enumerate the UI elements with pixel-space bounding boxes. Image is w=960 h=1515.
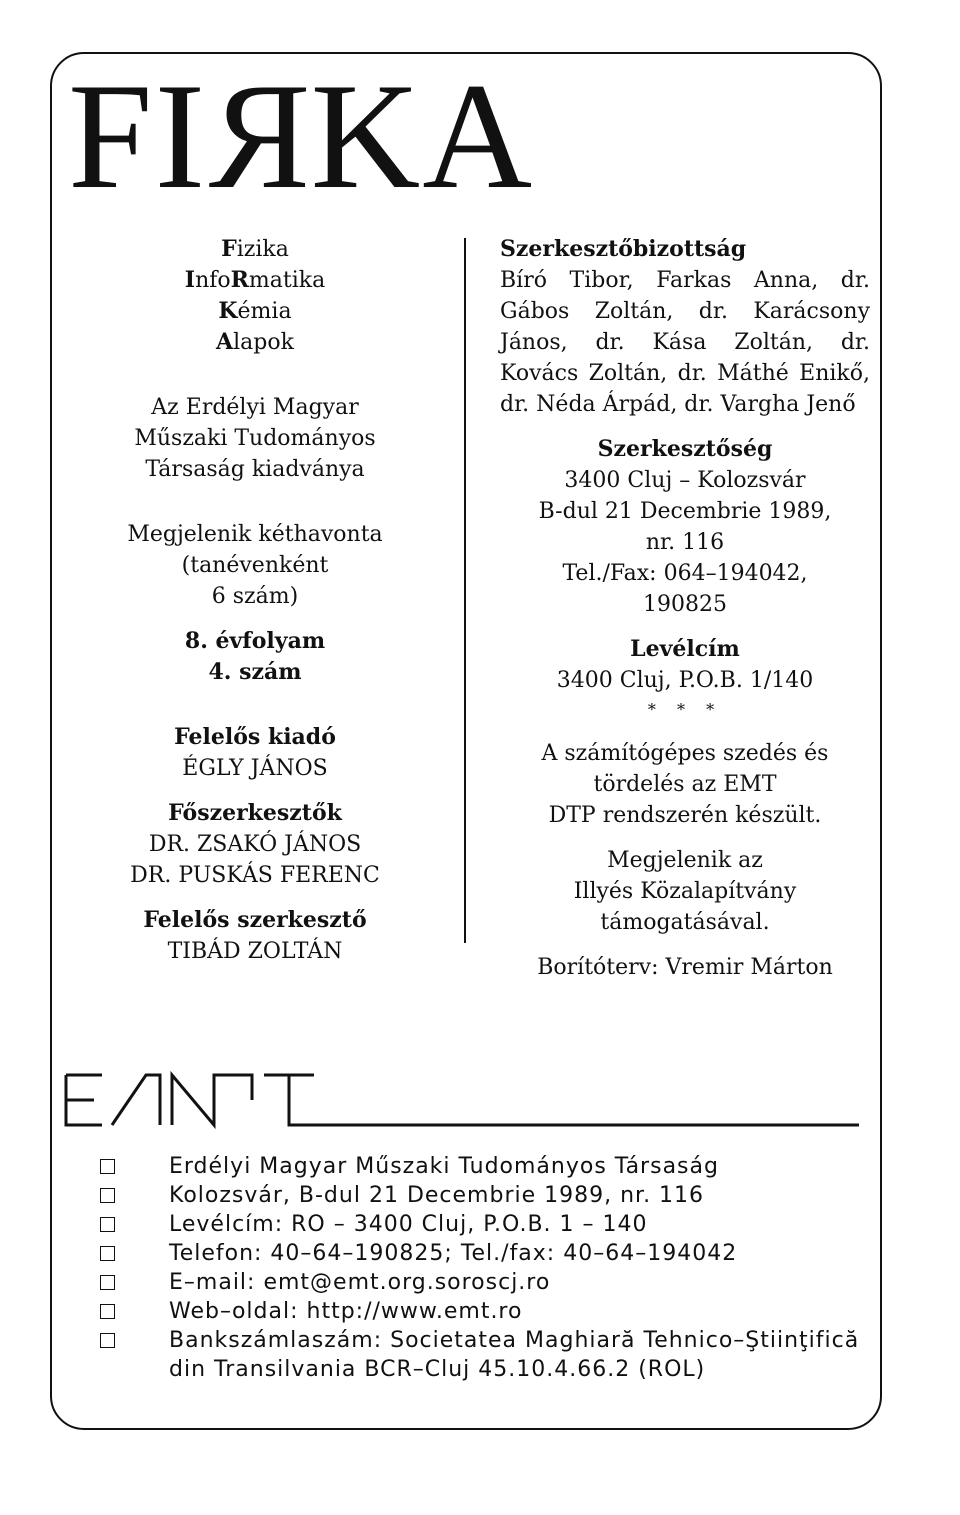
support-line: Illyés Közalapítvány (573, 879, 797, 904)
support-line: Megjelenik az (607, 848, 763, 873)
chief-editor: DR. ZSAKÓ JÁNOS (148, 832, 362, 857)
acronym-line: Fizika (221, 236, 289, 262)
emt-logo-t (264, 1075, 859, 1125)
emt-logo-e (66, 1075, 102, 1125)
frequency-line: 6 szám) (211, 584, 299, 609)
contact-item: E–mail: emt@emt.org.soroscj.ro (100, 1268, 860, 1297)
checkbox-bullet-icon (100, 1159, 115, 1174)
editor-name: TIBÁD ZOLTÁN (167, 939, 343, 964)
contact-item: Erdélyi Magyar Műszaki Tudományos Társaság (100, 1152, 860, 1181)
mail-address: 3400 Cluj, P.O.B. 1/140 (556, 668, 814, 693)
emt-logo (64, 1063, 864, 1135)
masthead-part1: FI (68, 52, 208, 220)
checkbox-bullet-icon (100, 1333, 115, 1348)
publisher-label: Felelős kiadó (174, 724, 336, 750)
checkbox-bullet-icon (100, 1217, 115, 1232)
checkbox-bullet-icon (100, 1188, 115, 1203)
acronym-line: Kémia (218, 298, 292, 324)
dtp-line: DTP rendszerén készült. (548, 803, 822, 828)
office-line: nr. 116 (645, 530, 725, 555)
office-line: 3400 Cluj – Kolozsvár (564, 468, 806, 493)
chief-editor: DR. PUSKÁS FERENC (130, 863, 380, 888)
office-line: 190825 (643, 592, 727, 617)
contact-item: Levélcím: RO – 3400 Cluj, P.O.B. 1 – 140 (100, 1210, 860, 1239)
contact-list (100, 1152, 860, 1384)
contact-item: Kolozsvár, B-dul 21 Decembrie 1989, nr. 116 (100, 1181, 860, 1210)
acronym-line: InfoRmatika (184, 267, 326, 293)
dtp-line: A számítógépes szedés és (541, 741, 829, 766)
mail-label: Levélcím (630, 636, 740, 662)
issue: 4. szám (208, 659, 302, 685)
checkbox-bullet-icon (100, 1275, 115, 1290)
editor-label: Felelős szerkesztő (143, 907, 367, 933)
publisher-line: Társaság kiadványa (145, 457, 365, 482)
chief-editors-label: Főszerkesztők (168, 800, 342, 826)
publisher-name: ÉGLY JÁNOS (182, 756, 328, 781)
publisher-line: Műszaki Tudományos (134, 426, 376, 451)
masthead-logo (68, 52, 535, 220)
checkbox-bullet-icon (100, 1246, 115, 1261)
frequency-line: Megjelenik kéthavonta (127, 522, 383, 547)
masthead-part2: KA (310, 52, 535, 220)
right-column (500, 234, 870, 983)
contact-item: Web–oldal: http://www.emt.ro (100, 1297, 860, 1326)
column-divider (464, 238, 466, 943)
contact-item: Bankszámlaszám: Societatea Maghiară Tehnico–Ştiinţifică din Transilvania BCR–Cluj 45.10.4.66.2 (ROL) (100, 1326, 860, 1384)
emt-logo-slash (112, 1075, 160, 1125)
frequency-line: (tanévenként (181, 553, 329, 578)
volume: 8. évfolyam (184, 628, 326, 654)
left-column (60, 234, 450, 967)
emt-logo-m (172, 1075, 252, 1125)
dtp-line: tördelés az EMT (593, 772, 777, 797)
cover-credit: Borítóterv: Vremir Márton (537, 955, 833, 980)
contact-item: Telefon: 40–64–190825; Tel./fax: 40–64–194042 (100, 1239, 860, 1268)
publisher-line: Az Erdélyi Magyar (151, 395, 359, 420)
checkbox-bullet-icon (100, 1304, 115, 1319)
support-line: támogatásával. (600, 910, 770, 935)
office-line: Tel./Fax: 064–194042, (562, 561, 808, 586)
office-label: Szerkesztőség (597, 436, 773, 462)
board-text: Bíró Tibor, Farkas Anna, dr. Gábos Zoltán, dr. Karácsony János, dr. Kása Zoltán, dr. Kovács Zoltán, dr. Máthé Enikő, dr. Néda Árpád, dr. Vargha Jenő (500, 268, 870, 417)
acronym-line: Alapok (216, 329, 294, 355)
board-label: Szerkesztőbizottság (500, 236, 747, 262)
masthead-reversed-letter: R (207, 52, 311, 220)
separator-stars: * * * (647, 700, 723, 719)
office-line: B-dul 21 Decembrie 1989, (538, 499, 832, 524)
